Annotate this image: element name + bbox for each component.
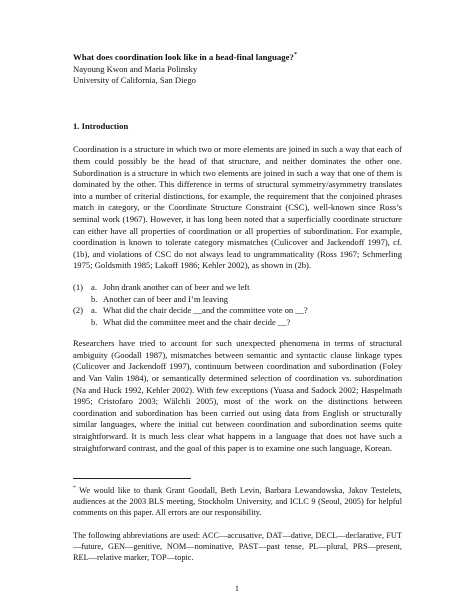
example-row [73, 282, 402, 294]
example-row [73, 294, 402, 306]
example-text: What did the chair decide __and the committee vote on __? [103, 305, 308, 316]
page-number: 1 [234, 584, 240, 593]
example-letter: a. [91, 305, 97, 316]
example-number: (2) [73, 305, 84, 316]
example-text: Another can of beer and I’m leaving [103, 293, 229, 304]
section-heading: 1. Introduction [73, 120, 129, 131]
example-number [73, 317, 91, 329]
footnote [73, 485, 402, 518]
example-text: John drank another can of beer and we left [103, 281, 250, 292]
paper-authors: Nayoung Kwon and Maria Polinsky [73, 63, 198, 74]
example-row [73, 305, 402, 317]
abbreviations-note: The following abbreviations are used: ACC—accusative, DAT—dative, DECL—declarative, FUT—future, GEN—genitive, NOM—nominative, PAST—past tense, PL—plural, PRS—present, REL—relative marker, TOP—topic. [73, 531, 402, 563]
footnote-marker: * [73, 485, 76, 492]
example-letter: b. [91, 316, 98, 327]
footnote-text: We would like to thank Grant Goodall, Beth Levin, Barbara Lewandowska, Jakov Testelets, audiences at the 2003 BLS meeting, Stockholm University, and ICLC 9 (Seoul, 2005) for helpful comments on this paper. All errors are our responsibility. [73, 486, 402, 518]
example-text: What did the committee meet and the chair decide __? [103, 316, 291, 327]
paper-affiliation: University of California, San Diego [73, 75, 196, 86]
example-number: (1) [73, 281, 84, 292]
intro-paragraph-1: Coordination is a structure in which two or more elements are joined in such a way that each of them could possibly be the head of that structure, and neither dominates the other one. Subordination is a structure in which two elements are joined in such a way that one of them is dominated by the other. This difference in terms of structural symmetry/asymmetry translates into a number of criterial distinctions, for example, the requirement that the conjoined phrases match in category, or the Coordinate Structure Constraint (CSC), well-known since Ross’s seminal work (1967). However, it has long been noted that a superficially coordinate structure can either have all properties of coordination or all properties of subordination. For example, coordination is known to tolerate category mismatches (Culicover and Jackendoff 1997), cf. (1b), and violations of CSC do not always lead to ungrammaticality (Ross 1967; Schmerling 1975; Goldsmith 1985; Lakoff 1986; Kehler 2002), as shown in (2b). [73, 144, 402, 271]
footnote-divider [73, 478, 191, 479]
intro-paragraph-2: Researchers have tried to account for such unexpected phenomena in terms of structural ambiguity (Goodall 1987), mismatches between semantic and syntactic clause linkage types (Culicover and Jackendoff 1997), continuum between coordination and subordination (Foley and Van Valin 1984), or semantically determined selection of coordination vs. subordination (Na and Huck 1992, Kehler 2002). With few exceptions (Yuasa and Sadock 2002; Haspelmath 1995; Cristofaro 2003; Wälchli 2005), most of the work on the distinctions between coordination and subordination has been carried out using data from English or structurally similar languages, where the initial cut between coordination and subordination seems quite straightforward. It is much less clear what happens in a language that does not have such a straightforward contrast, and the goal of this paper is to examine one such language, Korean. [73, 338, 402, 453]
title-footnote-marker: * [293, 52, 297, 59]
example-letter: b. [91, 293, 98, 304]
example-letter: a. [91, 281, 97, 292]
example-row [73, 317, 402, 329]
examples-block [73, 282, 402, 328]
paper-title-text: What does coordination look like in a head-final language? [73, 52, 294, 62]
paper-page [73, 52, 402, 572]
paper-header [73, 52, 402, 87]
paper-title [73, 52, 402, 64]
example-number [73, 294, 91, 306]
